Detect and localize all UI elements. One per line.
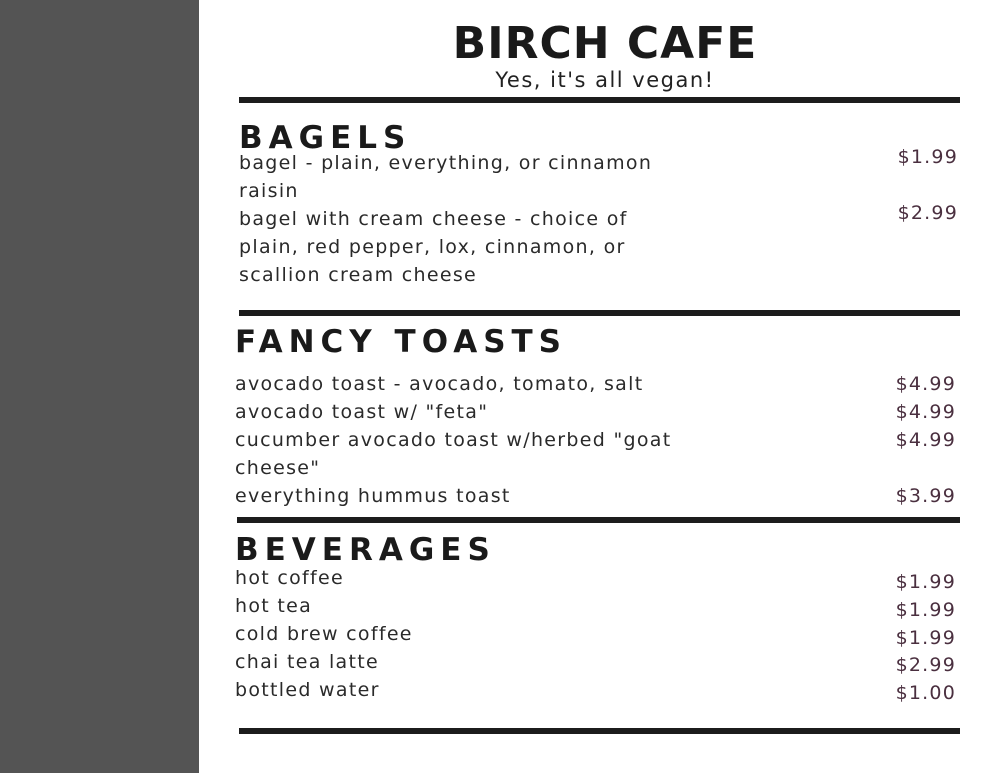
menu-item-line: avocado toast - avocado, tomato, salt bbox=[235, 373, 644, 395]
menu-item-line: cold brew coffee bbox=[235, 623, 413, 645]
menu-item-line: cheese" bbox=[235, 457, 321, 479]
section-heading-fancy-toasts: FANCY TOASTS bbox=[235, 324, 568, 360]
divider-bagels-toasts bbox=[239, 310, 960, 316]
menu-item-price: $2.99 bbox=[897, 202, 958, 224]
menu-item-price: $1.99 bbox=[895, 599, 956, 621]
menu-item-line: everything hummus toast bbox=[235, 485, 511, 507]
menu-item-price: $1.99 bbox=[897, 146, 958, 168]
menu-title: BIRCH CAFE bbox=[452, 18, 758, 69]
left-sidebar-panel bbox=[0, 0, 199, 773]
menu-item-price: $4.99 bbox=[895, 401, 956, 423]
menu-item-line: bagel with cream cheese - choice of bbox=[239, 208, 628, 230]
menu-item-line: hot coffee bbox=[235, 567, 344, 589]
menu-item-price: $4.99 bbox=[895, 429, 956, 451]
menu-item-price: $2.99 bbox=[895, 654, 956, 676]
menu-item-line: chai tea latte bbox=[235, 651, 379, 673]
menu-item-price: $3.99 bbox=[895, 485, 956, 507]
menu-item-price: $1.99 bbox=[895, 627, 956, 649]
menu-item-price: $4.99 bbox=[895, 373, 956, 395]
divider-bottom bbox=[239, 728, 960, 734]
menu-subtitle: Yes, it's all vegan! bbox=[495, 68, 715, 92]
menu-item-price: $1.99 bbox=[895, 571, 956, 593]
menu-item-line: raisin bbox=[239, 180, 299, 202]
menu-item-line: hot tea bbox=[235, 595, 313, 617]
menu-item-line: cucumber avocado toast w/herbed "goat bbox=[235, 429, 672, 451]
menu-item-line: bottled water bbox=[235, 679, 380, 701]
menu-item-line: scallion cream cheese bbox=[239, 264, 478, 286]
menu-item-line: avocado toast w/ "feta" bbox=[235, 401, 489, 423]
menu-item-line: bagel - plain, everything, or cinnamon bbox=[239, 152, 653, 174]
section-heading-beverages: BEVERAGES bbox=[235, 532, 496, 568]
menu-item-line: plain, red pepper, lox, cinnamon, or bbox=[239, 236, 626, 258]
divider-top bbox=[239, 97, 960, 103]
divider-toasts-beverages bbox=[237, 517, 960, 523]
section-heading-bagels: BAGELS bbox=[239, 120, 412, 156]
menu-item-price: $1.00 bbox=[895, 682, 956, 704]
